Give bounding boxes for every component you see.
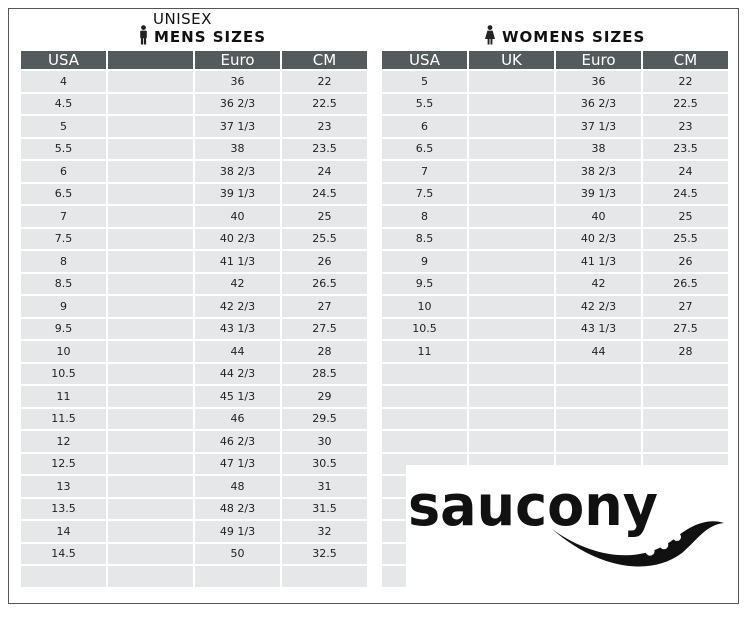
womens-cell-usa: 5 — [382, 71, 467, 92]
womens-cell-usa — [382, 386, 467, 407]
mens-cell-usa: 12.5 — [21, 454, 106, 475]
female-figure-icon — [484, 25, 496, 49]
mens-cell-euro: 41 1/3 — [195, 251, 280, 272]
mens-cell-euro: 40 2/3 — [195, 229, 280, 250]
table-row — [21, 274, 367, 295]
mens-cell-usa: 4.5 — [21, 94, 106, 115]
womens-cell-usa: 11 — [382, 341, 467, 362]
unisex-label: UNISEX — [153, 10, 212, 28]
womens-cell-euro: 37 1/3 — [556, 116, 641, 137]
mens-cell-euro: 38 — [195, 139, 280, 160]
womens-cell-uk — [469, 116, 554, 137]
mens-cell-usa: 14 — [21, 521, 106, 542]
mens-cell-euro: 36 2/3 — [195, 94, 280, 115]
table-row — [21, 476, 367, 497]
womens-cell-cm: 27.5 — [643, 319, 728, 340]
table-row — [21, 116, 367, 137]
mens-cell-uk — [108, 521, 193, 542]
mens-cell-uk — [108, 296, 193, 317]
mens-cell-uk — [108, 274, 193, 295]
mens-cell-uk — [108, 341, 193, 362]
table-row — [382, 274, 728, 295]
mens-cell-cm: 25.5 — [282, 229, 367, 250]
womens-cell-uk — [469, 274, 554, 295]
womens-sizes-heading: WOMENS SIZES — [502, 28, 646, 46]
womens-cell-cm: 28 — [643, 341, 728, 362]
table-row — [21, 296, 367, 317]
mens-cell-euro: 49 1/3 — [195, 521, 280, 542]
womens-cell-uk — [469, 386, 554, 407]
table-row — [21, 431, 367, 452]
mens-size-table — [19, 49, 369, 589]
mens-cell-euro: 42 2/3 — [195, 296, 280, 317]
mens-cell-euro: 39 1/3 — [195, 184, 280, 205]
womens-cell-cm — [643, 431, 728, 452]
womens-cell-usa — [382, 431, 467, 452]
table-row — [21, 94, 367, 115]
saucony-wordmark: saucony — [408, 474, 658, 539]
mens-cell-usa: 12 — [21, 431, 106, 452]
womens-cell-uk — [469, 71, 554, 92]
table-row — [382, 296, 728, 317]
mens-cell-uk — [108, 319, 193, 340]
mens-cell-uk — [108, 229, 193, 250]
table-row — [21, 341, 367, 362]
mens-cell-usa: 11.5 — [21, 409, 106, 430]
table-row — [382, 94, 728, 115]
womens-cell-euro: 41 1/3 — [556, 251, 641, 272]
table-row — [21, 161, 367, 182]
mens-sizes-heading: MENS SIZES — [154, 28, 267, 46]
table-row — [21, 499, 367, 520]
mens-cell-cm — [282, 566, 367, 587]
mens-cell-cm: 30 — [282, 431, 367, 452]
mens-cell-usa: 11 — [21, 386, 106, 407]
mens-cell-euro: 40 — [195, 206, 280, 227]
womens-cell-usa: 9 — [382, 251, 467, 272]
womens-header-uk: UK — [469, 51, 554, 69]
mens-cell-cm: 27.5 — [282, 319, 367, 340]
table-row — [382, 364, 728, 385]
mens-header-usa: USA — [21, 51, 106, 69]
mens-cell-uk — [108, 94, 193, 115]
womens-cell-uk — [469, 409, 554, 430]
mens-cell-usa: 9.5 — [21, 319, 106, 340]
mens-cell-usa: 13 — [21, 476, 106, 497]
mens-cell-euro: 44 2/3 — [195, 364, 280, 385]
table-row — [21, 409, 367, 430]
mens-cell-cm: 22 — [282, 71, 367, 92]
womens-cell-euro — [556, 364, 641, 385]
mens-cell-usa: 8 — [21, 251, 106, 272]
mens-cell-cm: 29.5 — [282, 409, 367, 430]
mens-cell-uk — [108, 566, 193, 587]
table-row — [21, 229, 367, 250]
womens-cell-cm: 22 — [643, 71, 728, 92]
mens-cell-cm: 27 — [282, 296, 367, 317]
saucony-logo — [406, 465, 728, 587]
womens-cell-euro: 40 — [556, 206, 641, 227]
womens-cell-usa: 6.5 — [382, 139, 467, 160]
womens-cell-uk — [469, 431, 554, 452]
womens-cell-usa: 6 — [382, 116, 467, 137]
womens-cell-usa: 10 — [382, 296, 467, 317]
mens-cell-uk — [108, 476, 193, 497]
womens-cell-euro — [556, 409, 641, 430]
table-row — [382, 386, 728, 407]
mens-cell-uk — [108, 386, 193, 407]
womens-cell-usa: 8.5 — [382, 229, 467, 250]
mens-cell-euro: 48 2/3 — [195, 499, 280, 520]
mens-cell-usa: 9 — [21, 296, 106, 317]
table-row — [382, 71, 728, 92]
mens-cell-uk — [108, 139, 193, 160]
mens-cell-cm: 22.5 — [282, 94, 367, 115]
mens-cell-uk — [108, 409, 193, 430]
womens-cell-euro: 36 2/3 — [556, 94, 641, 115]
mens-cell-usa: 7 — [21, 206, 106, 227]
womens-cell-cm: 25 — [643, 206, 728, 227]
womens-cell-euro: 39 1/3 — [556, 184, 641, 205]
womens-cell-uk — [469, 341, 554, 362]
mens-cell-cm: 23 — [282, 116, 367, 137]
womens-cell-euro: 40 2/3 — [556, 229, 641, 250]
mens-cell-euro: 46 2/3 — [195, 431, 280, 452]
womens-cell-cm: 23 — [643, 116, 728, 137]
womens-cell-usa: 10.5 — [382, 319, 467, 340]
mens-cell-uk — [108, 544, 193, 565]
mens-cell-uk — [108, 116, 193, 137]
womens-cell-cm: 26.5 — [643, 274, 728, 295]
womens-cell-usa: 8 — [382, 206, 467, 227]
mens-cell-cm: 25 — [282, 206, 367, 227]
womens-cell-euro: 38 2/3 — [556, 161, 641, 182]
mens-cell-euro: 36 — [195, 71, 280, 92]
womens-cell-uk — [469, 364, 554, 385]
mens-cell-euro: 42 — [195, 274, 280, 295]
womens-cell-usa — [382, 409, 467, 430]
mens-cell-uk — [108, 364, 193, 385]
womens-cell-usa: 7 — [382, 161, 467, 182]
womens-cell-cm: 25.5 — [643, 229, 728, 250]
table-row — [21, 206, 367, 227]
mens-cell-usa — [21, 566, 106, 587]
table-row — [382, 319, 728, 340]
womens-header-euro: Euro — [556, 51, 641, 69]
mens-cell-usa: 13.5 — [21, 499, 106, 520]
womens-header-cm: CM — [643, 51, 728, 69]
mens-cell-cm: 29 — [282, 386, 367, 407]
mens-cell-euro: 48 — [195, 476, 280, 497]
table-row — [21, 184, 367, 205]
male-figure-icon — [139, 25, 148, 49]
table-row — [21, 454, 367, 475]
table-row — [21, 521, 367, 542]
mens-cell-cm: 24 — [282, 161, 367, 182]
table-row — [21, 251, 367, 272]
mens-cell-usa: 5 — [21, 116, 106, 137]
womens-cell-cm — [643, 364, 728, 385]
mens-sizes-title — [139, 25, 266, 49]
mens-cell-uk — [108, 184, 193, 205]
mens-cell-uk — [108, 251, 193, 272]
mens-cell-usa: 10.5 — [21, 364, 106, 385]
mens-cell-cm: 24.5 — [282, 184, 367, 205]
mens-cell-usa: 14.5 — [21, 544, 106, 565]
mens-cell-euro: 38 2/3 — [195, 161, 280, 182]
mens-cell-euro — [195, 566, 280, 587]
mens-cell-euro: 47 1/3 — [195, 454, 280, 475]
womens-cell-euro: 43 1/3 — [556, 319, 641, 340]
womens-cell-usa — [382, 364, 467, 385]
table-row — [382, 139, 728, 160]
mens-cell-uk — [108, 454, 193, 475]
mens-header-row — [21, 51, 367, 69]
womens-cell-euro — [556, 431, 641, 452]
mens-header-cm: CM — [282, 51, 367, 69]
womens-sizes-title — [484, 25, 645, 49]
womens-cell-usa: 5.5 — [382, 94, 467, 115]
table-row — [382, 341, 728, 362]
mens-cell-euro: 44 — [195, 341, 280, 362]
mens-cell-cm: 26 — [282, 251, 367, 272]
womens-cell-cm: 27 — [643, 296, 728, 317]
mens-cell-cm: 23.5 — [282, 139, 367, 160]
table-row — [21, 319, 367, 340]
mens-header-uk — [108, 51, 193, 69]
womens-cell-cm: 26 — [643, 251, 728, 272]
mens-cell-cm: 28 — [282, 341, 367, 362]
mens-cell-cm: 30.5 — [282, 454, 367, 475]
mens-cell-cm: 31 — [282, 476, 367, 497]
womens-cell-cm: 24.5 — [643, 184, 728, 205]
womens-cell-euro: 42 2/3 — [556, 296, 641, 317]
womens-cell-uk — [469, 296, 554, 317]
womens-cell-euro — [556, 386, 641, 407]
womens-cell-euro: 44 — [556, 341, 641, 362]
womens-cell-usa: 7.5 — [382, 184, 467, 205]
mens-cell-uk — [108, 499, 193, 520]
mens-cell-usa: 10 — [21, 341, 106, 362]
mens-cell-euro: 43 1/3 — [195, 319, 280, 340]
mens-cell-usa: 5.5 — [21, 139, 106, 160]
table-row — [382, 431, 728, 452]
mens-cell-uk — [108, 206, 193, 227]
womens-cell-uk — [469, 251, 554, 272]
womens-cell-uk — [469, 206, 554, 227]
womens-header-row — [382, 51, 728, 69]
table-row — [382, 116, 728, 137]
mens-cell-euro: 46 — [195, 409, 280, 430]
womens-header-usa: USA — [382, 51, 467, 69]
table-row — [382, 409, 728, 430]
womens-cell-uk — [469, 161, 554, 182]
womens-cell-cm: 23.5 — [643, 139, 728, 160]
mens-cell-usa: 7.5 — [21, 229, 106, 250]
table-row — [382, 206, 728, 227]
womens-cell-uk — [469, 139, 554, 160]
table-row — [382, 251, 728, 272]
mens-cell-cm: 28.5 — [282, 364, 367, 385]
womens-cell-cm — [643, 409, 728, 430]
table-row — [382, 229, 728, 250]
womens-cell-euro: 42 — [556, 274, 641, 295]
mens-cell-euro: 37 1/3 — [195, 116, 280, 137]
womens-cell-cm: 22.5 — [643, 94, 728, 115]
mens-cell-cm: 32 — [282, 521, 367, 542]
mens-cell-uk — [108, 431, 193, 452]
womens-cell-uk — [469, 184, 554, 205]
mens-cell-uk — [108, 71, 193, 92]
mens-cell-euro: 45 1/3 — [195, 386, 280, 407]
table-row — [382, 184, 728, 205]
mens-cell-cm: 31.5 — [282, 499, 367, 520]
womens-cell-usa: 9.5 — [382, 274, 467, 295]
womens-cell-uk — [469, 319, 554, 340]
table-row — [21, 71, 367, 92]
table-row — [21, 364, 367, 385]
table-row — [21, 544, 367, 565]
mens-cell-usa: 6 — [21, 161, 106, 182]
mens-cell-usa: 4 — [21, 71, 106, 92]
table-row — [382, 161, 728, 182]
table-row — [21, 386, 367, 407]
womens-cell-cm: 24 — [643, 161, 728, 182]
table-row — [21, 139, 367, 160]
womens-cell-euro: 36 — [556, 71, 641, 92]
mens-cell-cm: 26.5 — [282, 274, 367, 295]
mens-cell-usa: 8.5 — [21, 274, 106, 295]
mens-cell-cm: 32.5 — [282, 544, 367, 565]
womens-cell-uk — [469, 229, 554, 250]
mens-cell-euro: 50 — [195, 544, 280, 565]
womens-cell-euro: 38 — [556, 139, 641, 160]
womens-cell-cm — [643, 386, 728, 407]
mens-cell-uk — [108, 161, 193, 182]
table-row — [21, 566, 367, 587]
mens-header-euro: Euro — [195, 51, 280, 69]
womens-cell-uk — [469, 94, 554, 115]
mens-cell-usa: 6.5 — [21, 184, 106, 205]
